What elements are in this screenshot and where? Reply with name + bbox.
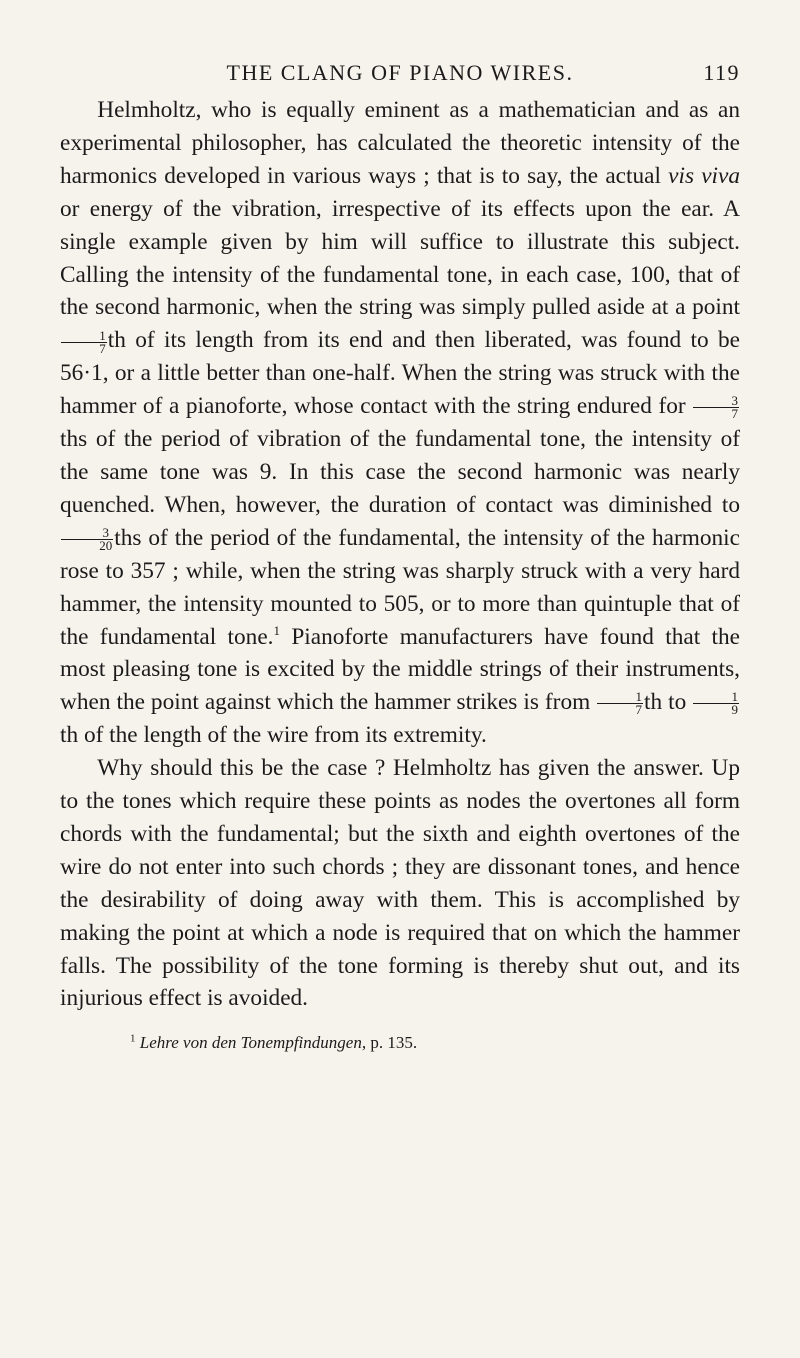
footnote bbox=[60, 1033, 740, 1053]
footnote-marker: 1 bbox=[130, 1032, 136, 1045]
footnote-title: Lehre von den Tonempfindungen bbox=[139, 1033, 362, 1053]
fraction-denominator: 7 bbox=[99, 340, 106, 356]
footnote-reference: 1 bbox=[273, 622, 280, 638]
fraction-denominator: 7 bbox=[635, 702, 642, 718]
text-run: th of the length of the wire from its extremity. bbox=[60, 722, 487, 749]
page-number: 119 bbox=[703, 60, 740, 85]
paragraph-helmholtz-calculation bbox=[60, 94, 740, 752]
fraction-three-twentieths bbox=[61, 524, 113, 553]
book-page bbox=[60, 54, 740, 1053]
fraction-numerator: 3 bbox=[693, 395, 739, 408]
fraction-denominator: 9 bbox=[731, 702, 738, 718]
running-head bbox=[60, 54, 740, 94]
fraction-one-ninth bbox=[693, 691, 739, 716]
italic-term: vis viva bbox=[668, 162, 740, 189]
body-text bbox=[60, 94, 740, 1015]
text-run: th of its length from its end and then liberated, was found to be 56·1, or a little better than one-half. When the string was struck with the hammer of a pianoforte, whose contact with the string endured for bbox=[60, 327, 740, 420]
paragraph-why-case: Why should this be the case ? Helmholtz has given the answer. Up to the tones which require these points as nodes the overtones all form chords with the fundamental; but the sixth and eighth overtones of the wire do not enter into such chords ; they are dissonant tones, and hence the desirability of doing away with them. This is accomplished by making the point at which a node is required that on which the hammer falls. The possibility of the tone forming is thereby shut out, and its injurious effect is avoided. bbox=[60, 755, 740, 1012]
text-run: Pianoforte manufacturers have found that the most pleasing tone is excited by the middle strings of their instruments, when the point against which the hammer strikes is from bbox=[60, 623, 740, 716]
fraction-one-seventh bbox=[597, 691, 643, 716]
fraction-three-sevenths bbox=[693, 395, 739, 420]
text-run: Helmholtz, who is equally eminent as a mathematician and as an experimental philosopher, has calculated the theoretic intensity of the harmonics developed in various ways ; that is to say, the actual bbox=[60, 97, 740, 189]
fraction-numerator: 1 bbox=[693, 691, 739, 704]
fraction-denominator: 20 bbox=[99, 537, 113, 553]
footnote-page: , p. 135. bbox=[361, 1033, 418, 1053]
text-run: th to bbox=[643, 689, 693, 716]
fraction-numerator: 1 bbox=[597, 691, 643, 704]
fraction-numerator: 1 bbox=[61, 330, 107, 343]
text-run: or energy of the vibration, irrespective of its effects upon the ear. A single example given by him will suffice to illustrate this subject. Calling the intensity of the fundamental tone, in each case, 100, that of the second harmonic, when the string was simply pulled aside at a point bbox=[60, 195, 740, 321]
fraction-numerator: 3 bbox=[61, 527, 113, 540]
fraction-denominator: 7 bbox=[731, 406, 738, 422]
running-title: THE CLANG OF PIANO WIRES. bbox=[226, 60, 574, 85]
fraction-one-seventh bbox=[61, 327, 107, 356]
text-run: ths of the period of vibration of the fundamental tone, the intensity of the same tone was 9. In this case the second harmonic was nearly quenched. When, however, the duration of contact was diminished to bbox=[60, 426, 740, 518]
text-run: ths of the period of the fundamental, the intensity of the harmonic rose to 357 ; while, when the string was sharply struck with a very hard hammer, the intensity mounted to 505, or to more than quintuple that of the fundamental tone. bbox=[60, 524, 740, 650]
